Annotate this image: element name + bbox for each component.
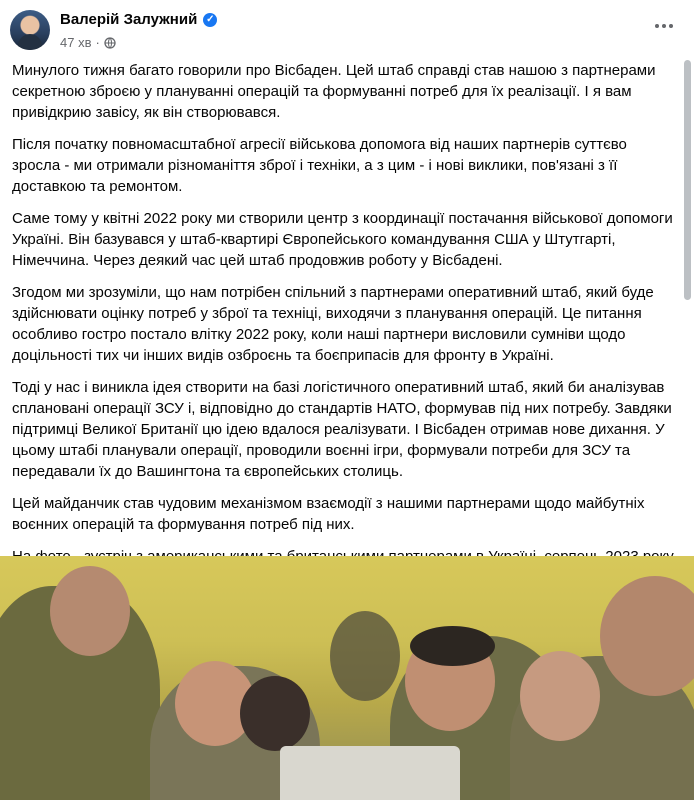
globe-icon [104, 37, 116, 49]
post-paragraph: Згодом ми зрозуміли, що нам потрібен спільний з партнерами оперативний штаб, який буде здійснювати оцінку потреб у зброї та техніці, виходячи з планування операцій. Це питання особливо гостро постало влітку 2022 року, коли наші партнери висловили сумніви щодо доцільності тих чи інших видів озброєнь та боєприпасів для фронту в Україні. [12, 284, 654, 364]
verified-badge-icon: ✓ [203, 13, 217, 27]
post-text [12, 60, 678, 578]
post-paragraph: Минулого тижня багато говорили про Вісбаден. Цей штаб справді став нашою з партнерами секретною зброєю у плануванні операцій та формуванні потреб для їх реалізації. І я вам привідкрию завісу, як він створювався. [12, 62, 656, 121]
more-options-icon [655, 24, 659, 28]
more-options-button[interactable] [646, 12, 682, 40]
post-meta [60, 35, 116, 50]
post-photo[interactable] [0, 556, 694, 800]
photo-figure [520, 651, 600, 741]
page-scrollbar[interactable] [684, 60, 691, 300]
post-paragraph: Саме тому у квітні 2022 року ми створили центр з координації постачання військової допомоги Україні. Він базувався у штаб-квартирі Європейського командування США у Штутгарті, Німеччина. Через деякий час цей штаб продовжив роботу у Вісбадені. [12, 210, 673, 269]
post-header [0, 0, 694, 62]
photo-figure [240, 676, 310, 751]
photo-figure [50, 566, 130, 656]
author-avatar[interactable] [10, 10, 50, 50]
post-paragraph: Цей майданчик став чудовим механізмом взаємодії з нашими партнерами щодо майбутніх воєнних операцій та формування потреб під них. [12, 495, 645, 533]
post-paragraph: Тоді у нас і виникла ідея створити на базі логістичного оперативний штаб, який би аналізував сплановані операції ЗСУ і, відповідно до стандартів НАТО, формував під них потребу. Завдяки підтримці Великої Британії цю ідею вдалося реалізувати. І Вісбаден отримав нове дихання. У цьому штабі планували операції, проводили воєнні ігри, формували потреби для ЗСУ та передавали їх до Вашингтона та європейських столиць. [12, 379, 672, 480]
post-time[interactable]: 47 хв [60, 35, 92, 50]
post-paragraph: Після початку повномасштабної агресії військова допомога від наших партнерів суттєво зросла - ми отримали різноманіття зброї і техніки, а з цим - і нові виклики, пов'язані з її доставкою та ремонтом. [12, 136, 627, 195]
photo-table [280, 746, 460, 800]
author-row [60, 11, 217, 28]
photo-figure [330, 611, 400, 701]
meta-separator: · [95, 35, 100, 50]
author-name[interactable]: Валерій Залужний [60, 11, 198, 28]
photo-figure [410, 626, 495, 666]
